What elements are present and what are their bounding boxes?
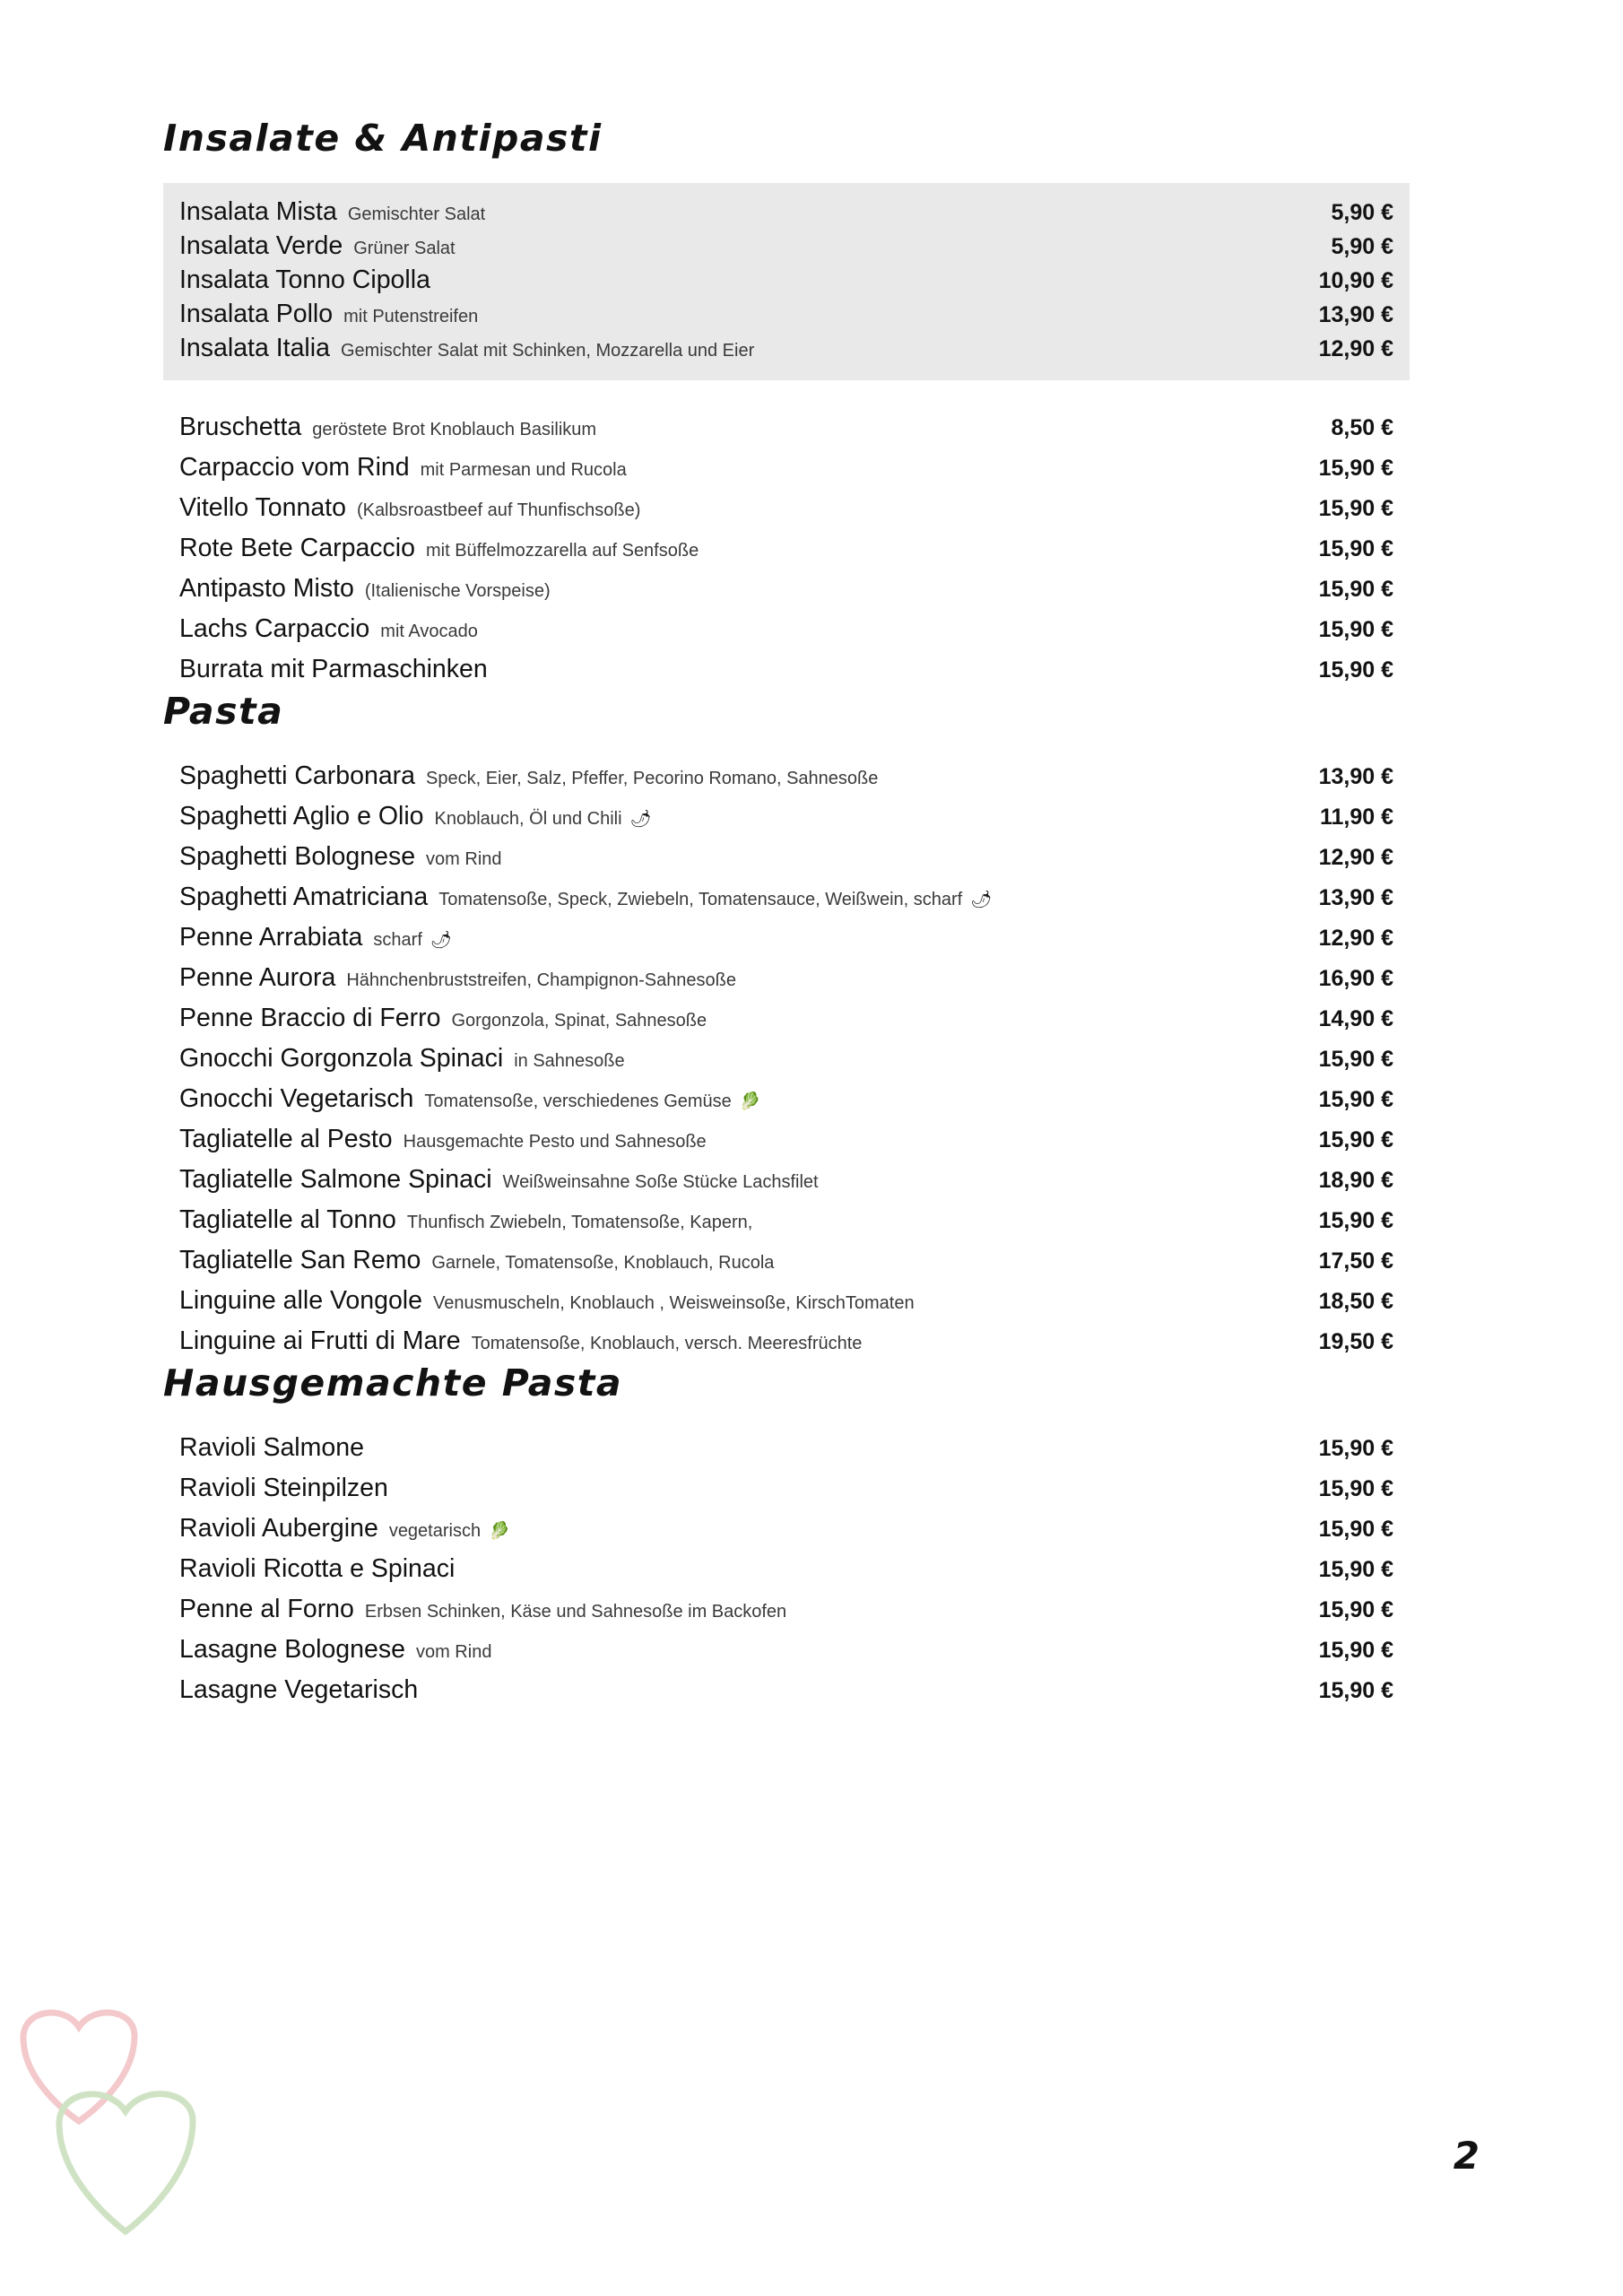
menu-item-row [179,958,1393,998]
menu-item-name-wrap [179,1165,1277,1195]
menu-item-description: mit Parmesan und Rucola [420,460,627,480]
hearts-decoration [0,2000,377,2296]
menu-item-row [179,1589,1393,1630]
menu-item-row [179,837,1393,877]
menu-item-name: Penne Arrabiata [179,923,363,952]
menu-item-row [179,1119,1393,1160]
menu-item-description: Erbsen Schinken, Käse und Sahnesoße im Backofen [364,1602,787,1622]
menu-item-price: 13,90 € [1318,302,1393,327]
menu-item-price: 17,50 € [1318,1248,1393,1274]
hausgemachte-pasta-block [163,1428,1410,1710]
section-title-insalate: Insalate & Antipasti [163,117,603,160]
menu-item-description: mit Putenstreifen [343,307,479,326]
menu-item-price: 13,90 € [1318,885,1393,910]
menu-item-price: 10,90 € [1318,268,1393,293]
menu-item-description: Tomatensoße, Knoblauch, versch. Meeresfrüchte [471,1334,863,1353]
menu-item-name-wrap [179,963,1277,993]
menu-item-row [179,877,1393,918]
menu-item-price: 13,90 € [1318,764,1393,789]
menu-item-name-wrap [179,300,1277,329]
menu-item-price: 15,90 € [1318,1517,1393,1542]
menu-item-name: Penne Aurora [179,963,336,992]
menu-item-row [179,998,1393,1039]
menu-item-name-wrap [179,1675,1277,1705]
menu-item-name: Rote Bete Carpaccio [179,534,415,562]
menu-item-name-wrap [179,1595,1277,1624]
menu-item-description: Hähnchenbruststreifen, Champignon-Sahnesoße [346,970,737,990]
menu-item-price: 18,50 € [1318,1289,1393,1314]
menu-item-price: 15,90 € [1318,496,1393,521]
menu-item-name-wrap [179,453,1277,483]
menu-item-price: 15,90 € [1318,657,1393,683]
menu-item-name: Tagliatelle al Tonno [179,1205,396,1234]
spicy-icon: 🌶 [430,931,452,950]
menu-item-description: Gemischter Salat mit Schinken, Mozzarella und Eier [340,341,755,361]
menu-item-name: Gnocchi Vegetarisch [179,1084,414,1113]
menu-item-name: Spaghetti Amatriciana [179,883,429,911]
antipasti-block [163,407,1410,690]
menu-item-row [179,298,1393,332]
menu-item-name-wrap [179,1044,1277,1074]
menu-item-price: 14,90 € [1318,1006,1393,1031]
menu-item-price: 11,90 € [1319,804,1393,830]
menu-item-description: mit Büffelmozzarella auf Senfsoße [425,541,699,561]
menu-item-price: 15,90 € [1318,1208,1393,1233]
menu-item-price: 15,90 € [1318,1557,1393,1582]
spicy-icon: 🌶 [629,810,652,829]
menu-item-description: Hausgemachte Pesto und Sahnesoße [403,1132,707,1152]
menu-item-name: Lachs Carpaccio [179,614,370,643]
menu-content [163,117,1410,1710]
menu-item-price: 18,90 € [1318,1168,1393,1193]
menu-item-name-wrap [179,614,1277,644]
menu-item-price: 19,50 € [1318,1329,1393,1354]
menu-item-row [179,1509,1393,1549]
menu-item-row [179,1468,1393,1509]
menu-item-name-wrap [179,265,1277,295]
menu-item-name: Penne Braccio di Ferro [179,1004,441,1032]
menu-item-price: 12,90 € [1318,926,1393,951]
menu-item-price: 16,90 € [1318,966,1393,991]
menu-item-price: 15,90 € [1318,1678,1393,1703]
menu-item-price: 15,90 € [1318,1047,1393,1072]
menu-item-price: 15,90 € [1318,1476,1393,1501]
menu-item-name-wrap [179,1635,1277,1665]
menu-item-name: Ravioli Steinpilzen [179,1474,388,1502]
menu-item-description: Gemischter Salat [347,204,486,224]
menu-item-name: Gnocchi Gorgonzola Spinaci [179,1044,504,1073]
menu-item-price: 5,90 € [1331,200,1393,225]
menu-item-name: Linguine alle Vongole [179,1286,422,1315]
menu-item-name-wrap [179,655,1277,684]
menu-item-price: 8,50 € [1331,415,1393,440]
menu-item-row [179,1240,1393,1281]
menu-item-description: in Sahnesoße [514,1051,625,1071]
menu-item-row [179,1428,1393,1468]
menu-item-row [179,1200,1393,1240]
menu-item-price: 15,90 € [1318,456,1393,481]
menu-item-price: 12,90 € [1318,845,1393,870]
menu-item-row [179,649,1393,690]
menu-item-name-wrap [179,1084,1277,1114]
page-number: 2 [1453,2134,1480,2178]
menu-item-name: Tagliatelle San Remo [179,1246,421,1274]
menu-item-name: Lasagne Bolognese [179,1635,405,1664]
menu-item-name-wrap [179,1246,1277,1275]
menu-item-name-wrap [179,1326,1277,1356]
menu-item-description: Weißweinsahne Soße Stücke Lachsfilet [502,1172,819,1192]
menu-item-name-wrap [179,197,1277,227]
menu-item-price: 15,90 € [1318,1436,1393,1461]
menu-item-name: Insalata Italia [179,334,330,362]
menu-item-name-wrap [179,923,1277,952]
menu-item-description: vegetarisch [388,1521,482,1541]
menu-item-name: Insalata Tonno Cipolla [179,265,430,294]
menu-item-description: vom Rind [426,849,502,869]
menu-item-description: Thunfisch Zwiebeln, Tomatensoße, Kapern, [406,1213,753,1232]
vegetarian-icon: 🥬 [739,1092,761,1111]
section-title-hausgemachte-pasta: Hausgemachte Pasta [163,1361,623,1405]
menu-item-name-wrap [179,231,1277,261]
menu-item-row [179,332,1393,366]
menu-item-description: mit Avocado [380,622,478,641]
menu-item-name-wrap [179,334,1277,363]
menu-item-row [179,407,1393,448]
vegetarian-icon: 🥬 [489,1522,510,1541]
menu-item-name-wrap [179,1125,1277,1154]
menu-item-description: Garnele, Tomatensoße, Knoblauch, Rucola [431,1253,775,1273]
menu-item-name-wrap [179,1474,1277,1503]
menu-item-name: Lasagne Vegetarisch [179,1675,419,1704]
menu-item-row [179,1160,1393,1200]
menu-item-name: Antipasto Misto [179,574,354,603]
menu-item-description: Knoblauch, Öl und Chili [434,809,622,829]
menu-item-row [179,1670,1393,1710]
menu-item-name: Bruschetta [179,413,302,441]
menu-item-name: Insalata Verde [179,231,343,260]
menu-item-description: (Italienische Vorspeise) [364,581,551,601]
menu-item-name: Ravioli Salmone [179,1433,364,1462]
menu-item-row [179,448,1393,488]
menu-item-row [179,609,1393,649]
menu-item-name: Linguine ai Frutti di Mare [179,1326,461,1355]
menu-item-price: 15,90 € [1318,1597,1393,1622]
menu-item-name: Spaghetti Bolognese [179,842,416,871]
menu-item-row [179,488,1393,528]
menu-item-description: scharf [373,930,422,950]
menu-item-description: Tomatensoße, Speck, Zwiebeln, Tomatensauce, Weißwein, scharf [438,890,963,909]
insalate-shaded-block [163,183,1410,380]
menu-item-row [179,196,1393,230]
section-hausgemachte-pasta [163,1361,1410,1710]
menu-item-row [179,1321,1393,1361]
menu-item-row [179,528,1393,569]
menu-item-name: Burrata mit Parmaschinken [179,655,488,683]
pasta-block [163,756,1410,1361]
menu-item-name: Spaghetti Carbonara [179,761,416,790]
menu-item-row [179,756,1393,796]
menu-item-name-wrap [179,761,1277,791]
menu-item-name-wrap [179,1004,1277,1033]
menu-item-description: Gorgonzola, Spinat, Sahnesoße [451,1011,707,1031]
menu-item-name-wrap [179,883,1277,912]
menu-item-price: 5,90 € [1331,234,1393,259]
menu-item-name: Insalata Pollo [179,300,334,328]
menu-item-description: geröstete Brot Knoblauch Basilikum [312,420,597,439]
menu-item-price: 15,90 € [1318,1127,1393,1152]
spicy-icon: 🌶 [970,891,993,909]
menu-item-description: Tomatensoße, verschiedenes Gemüse [424,1091,732,1111]
menu-item-name-wrap [179,802,1277,831]
menu-item-description: Speck, Eier, Salz, Pfeffer, Pecorino Romano, Sahnesoße [426,769,879,788]
menu-item-price: 15,90 € [1318,577,1393,602]
menu-item-name-wrap [179,1286,1277,1316]
menu-item-row [179,918,1393,958]
menu-item-name: Spaghetti Aglio e Olio [179,802,424,831]
menu-item-row [179,1630,1393,1670]
menu-item-row [179,569,1393,609]
menu-item-row [179,1281,1393,1321]
menu-item-name-wrap [179,413,1277,442]
menu-item-price: 15,90 € [1318,536,1393,561]
menu-item-row [179,1549,1393,1589]
menu-item-name-wrap [179,842,1277,872]
menu-item-name: Tagliatelle Salmone Spinaci [179,1165,492,1194]
menu-item-name: Tagliatelle al Pesto [179,1125,393,1153]
menu-item-description: vom Rind [415,1642,492,1662]
section-title-pasta: Pasta [163,690,284,733]
menu-item-name: Ravioli Aubergine [179,1514,378,1543]
menu-item-price: 12,90 € [1318,336,1393,361]
menu-item-description: Venusmuscheln, Knoblauch , Weisweinsoße, KirschTomaten [433,1293,915,1313]
menu-item-description: (Kalbsroastbeef auf Thunfischsoße) [356,500,641,520]
menu-item-name-wrap [179,1433,1277,1463]
menu-item-description: Grüner Salat [353,239,456,258]
menu-item-name: Vitello Tonnato [179,493,346,522]
menu-item-row [179,230,1393,264]
menu-item-name: Penne al Forno [179,1595,354,1623]
menu-item-name: Ravioli Ricotta e Spinaci [179,1554,456,1583]
menu-item-name-wrap [179,574,1277,604]
menu-item-name-wrap [179,1514,1277,1544]
menu-item-name-wrap [179,1205,1277,1235]
menu-item-row [179,1039,1393,1079]
menu-item-row [179,796,1393,837]
section-pasta [163,690,1410,1361]
menu-item-name: Carpaccio vom Rind [179,453,410,482]
section-insalate-antipasti [163,117,1410,690]
menu-item-name-wrap [179,534,1277,563]
menu-item-name: Insalata Mista [179,197,337,226]
menu-item-name-wrap [179,1554,1277,1584]
menu-item-name-wrap [179,493,1277,523]
menu-item-row [179,1079,1393,1119]
menu-item-row [179,264,1393,298]
menu-item-price: 15,90 € [1318,1638,1393,1663]
menu-item-price: 15,90 € [1318,617,1393,642]
menu-item-price: 15,90 € [1318,1087,1393,1112]
